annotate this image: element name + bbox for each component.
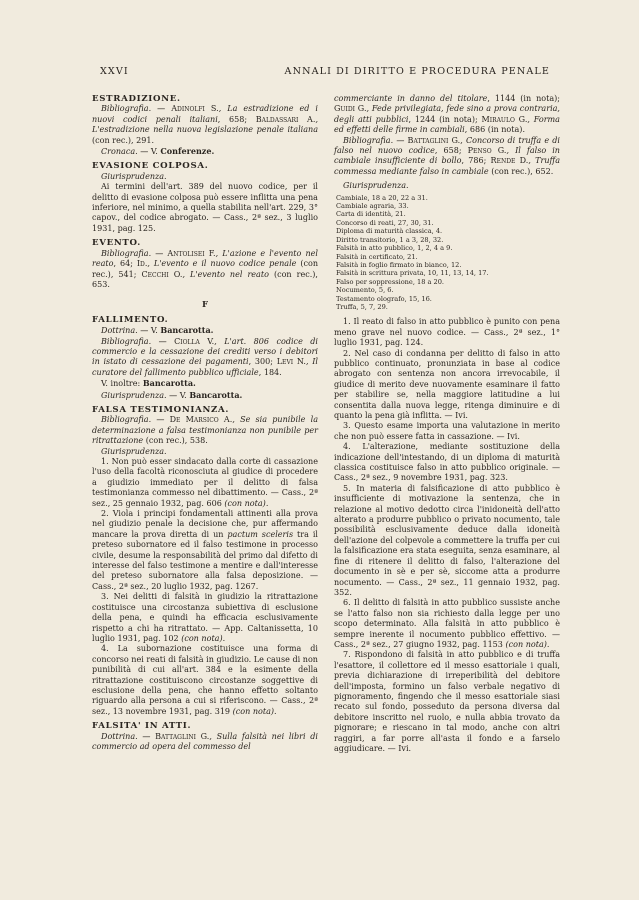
index-entry: Cambiale, 18 a 20, 22 a 31. <box>336 193 428 202</box>
case-paragraph: 5. In materia di falsificazione di atto pubblico è insufficiente di motivazione la sentenza, che in relazione al motivo dedotto circa l'inidoneità dell'atto alterato a produrre pubblico o privato nocumento, tale possibilità esclusivamente deduce dalla idoneità dell'azione del colpevole a commettere la truffa per cui la falsificazione era stata eseguita, senza esaminare, al fine di ritenere il delitto di falso, l'alterazione del documento in sè e per sè, siccome atta a produrre nocumento. — Cass., 2ª sez., 11 gennaio 1932, pag. 352. <box>334 483 560 597</box>
page-number: XXVI <box>100 66 129 77</box>
index-entry: Truffa, 5, 7, 29. <box>336 302 388 311</box>
index-entry: Cambiale agraria, 33. <box>336 202 409 211</box>
index-entry: Diritto transitorio, 1 a 3, 28, 32. <box>336 235 444 244</box>
case-paragraph: Ai termini dell'art. 389 del nuovo codice, per il delitto di evasione colposa può essere inflitta una pena inferiore, nel minimo, a quella stabilita nell'art. 229, 3° capov., del codice abrogato. — Cass., 2ª sez., 3 luglio 1931, pag. 125. <box>92 182 318 233</box>
case-paragraph: 4. L'alterazione, mediante sostituzione della indicazione dell'intestando, di un diploma di maturità classica costituisce falso in atto pubblico originale. — Cass., 2ª sez., 9 novembre 1931, pag. 323. <box>334 442 560 483</box>
index-entry: Concorso di reati, 27, 30, 31. <box>336 218 434 227</box>
running-title: ANNALI DI DIRITTO E PROCEDURA PENALE <box>284 66 550 77</box>
case-paragraph: 2. Viola i principi fondamentali attinenti alla prova nel giudizio penale la decisione che, pur affermando mancare la prova diretta di un pactum sceleris tra il preteso subornatore ed il falso testimone in processo civile, desume la responsabilità del primo dal difetto di interesse del falso testimone a mentire e dall'interesse del preteso subornatore alla falsa deposizione. — Cass., 2ª sez., 20 luglio 1932, pag. 1267. <box>92 509 318 591</box>
section-letter: F <box>201 300 209 311</box>
index-entry: Testamento olografo, 15, 16. <box>336 294 432 303</box>
bibliography-paragraph: Bibliografia. — Battaglini G., Concorso di truffa e di falso nel nuovo codice, 658; Penso G., Il falso in cambiale insufficiente di bollo, 786; Rende D., Truffa commessa mediante falso in cambiale (con rec.), 652. <box>334 135 560 176</box>
entry-title-falsita-in-atti: FALSITA' IN ATTI. <box>92 721 192 732</box>
case-paragraph: 1. Non può esser sindacato dalla corte di cassazione l'uso della facoltà riconosciuta al giudice di procedere a giudizio immediato per il delitto di falsa testimonianza commesso nel dibattimento. — Cass., 2ª sez., 25 gennaio 1932, pag. 606 (con nota). <box>92 457 318 508</box>
index-entry: Falsità in scrittura privata, 10, 11, 13, 14, 17. <box>336 269 489 278</box>
bibliography-paragraph: Bibliografia. — De Marsico A., Se sia punibile la determinazione a falsa testimonianza non punibile per ritrattazione (con rec.), 538. <box>92 415 318 446</box>
entry-title-evento: EVENTO. <box>92 238 141 249</box>
subheading-giurisprudenza: Giurisprudenza. <box>101 171 167 181</box>
index-entry: Falsità in foglio firmato in bianco, 12. <box>336 260 462 269</box>
subject-index <box>334 194 560 312</box>
dottrina-paragraph: Dottrina. — V. Bancarotta. <box>101 325 214 336</box>
case-paragraph: 4. La subornazione costituisce una forma di concorso nei reati di falsità in giudizio. Le cause di non punibilità di cui all'art. 384 e la esimente della ritrattazione costituiscono circostanze soggettive di esclusione della pena, che hanno effetto soltanto riguardo alla persona a cui si riferiscono. — Cass., 2ª sez., 13 novembre 1931, pag. 319 (con nota). <box>92 644 318 716</box>
bibliography-paragraph: Bibliografia. — Antolisei F., L'azione e l'evento nel reato, 64; Id., L'evento e il nuovo codice penale (con rec.), 541; Cecchi O., L'evento nel reato (con rec.), 653. <box>92 248 319 289</box>
subheading-giurisprudenza: Giurisprudenza. <box>101 446 167 456</box>
subheading-giurisprudenza: Giurisprudenza. <box>343 181 409 191</box>
case-paragraph: 7. Rispondono di falsità in atto pubblico e di truffa l'esattore, il collettore ed il messo esattoriale i quali, previa dichiarazione di irreperibilità del debitore dell'imposta, formino un falso verbale negativo di pignoramento, fingendo che il messo esattoriale siasi recato sul fondo, posseduto da persona diversa dal debitore inscritto nel ruolo, e nulla abbia trovato da pignorare; e riescano in tal modo, anche con altri raggiri, a far porre all'asta il fondo e a farselo aggiudicare. — Ivi. <box>334 650 560 753</box>
bibliography-paragraph: Bibliografia. — Adinolfi S., La estradizione ed i nuovi codici penali italiani, 658; Baldassari A., L'estradizione nella nuova legislazione penale italiana (con rec.), 291. <box>92 104 318 145</box>
dottrina-paragraph: Dottrina. — Battaglini G., Sulla falsità nei libri di commercio ad opera del commesso del <box>92 731 318 751</box>
index-entry: Diploma di maturità classica, 4. <box>336 227 443 236</box>
case-notes <box>334 317 560 754</box>
case-paragraph: 3. Nei delitti di falsità in giudizio la ritrattazione costituisce una circostanza subiettiva di esclusione della pena, e quindi ha efficacia esclusivamente rispetto a chi ha ritrattato. — App. Caltanissetta, 10 luglio 1931, pag. 102 (con nota). <box>92 592 318 643</box>
bibliography-paragraph: Bibliografia. — Ciolla V., L'art. 806 codice di commercio e la cessazione dei crediti verso i debitori in istato di cessazione dei pagamenti, 300; Levi N., Il curatore del fallimento pubblico ufficiale, 184. <box>92 336 319 377</box>
left-column <box>92 94 318 752</box>
running-header <box>100 66 550 77</box>
see-also-paragraph: V. inoltre: Bancarotta. <box>101 378 196 389</box>
giurisprudenza-paragraph: Giurisprudenza. — V. Bancarotta. <box>101 389 243 400</box>
cronaca-paragraph: Cronaca. — V. Conferenze. <box>101 146 215 157</box>
entry-title-estradizione: ESTRADIZIONE. <box>92 94 181 104</box>
index-entry: Nocumento, 5, 6. <box>336 286 394 295</box>
case-paragraph: 1. Il reato di falso in atto pubblico è punito con pena meno grave nel nuovo codice. — Cass., 2ª sez., 1° luglio 1931, pag. 124. <box>334 317 560 348</box>
case-paragraph: 6. Il delitto di falsità in atto pubblico sussiste anche se l'atto falso non sia richiesto dalla legge per uno scopo determinato. Alla falsità in atto pubblico è sempre inerente il nocumento pubblico effettivo. — Cass., 2ª sez., 27 giugno 1932, pag. 1153 (con nota). <box>334 598 560 649</box>
index-entry: Falsità in certificato, 21. <box>336 252 418 261</box>
entry-title-evasione: EVASIONE COLPOSA. <box>92 161 209 172</box>
case-paragraph: 2. Nel caso di condanna per delitto di falso in atto pubblico continuato, pronunziata in base al codice abrogato con sentenza non ancora irrevocabile, il giudice di merito deve nuovamente esaminare il fatto per stabilire se, nella maggiore latitudine a lui consentita dalla nuova legge, ritenga diminuire e di quanto la pena già inflitta. — Ivi. <box>334 348 560 420</box>
index-entry: Falsità in atto pubblico, 1, 2, 4 a 9. <box>336 244 453 253</box>
index-entry: Carta di identità, 21. <box>336 210 406 219</box>
dottrina-continuation: commerciante in danno del titolare, 1144 (in nota); Guidi G., Fede privilegiata, fede sino a prova contraria, degli atti pubblici, 1244 (in nota); Miraulo G., Forma ed effetti delle firme in cambiali, 686 (in nota). <box>334 94 561 135</box>
case-paragraph: 3. Questo esame importa una valutazione in merito che non può essere fatta in cassazione. — Ivi. <box>334 421 560 441</box>
right-column <box>334 94 560 754</box>
entry-title-falsa-testimonianza: FALSA TESTIMONIANZA. <box>92 404 230 415</box>
entry-title-fallimento: FALLIMENTO. <box>92 314 169 325</box>
index-entry: Falso per soppressione, 18 a 20. <box>336 277 445 286</box>
